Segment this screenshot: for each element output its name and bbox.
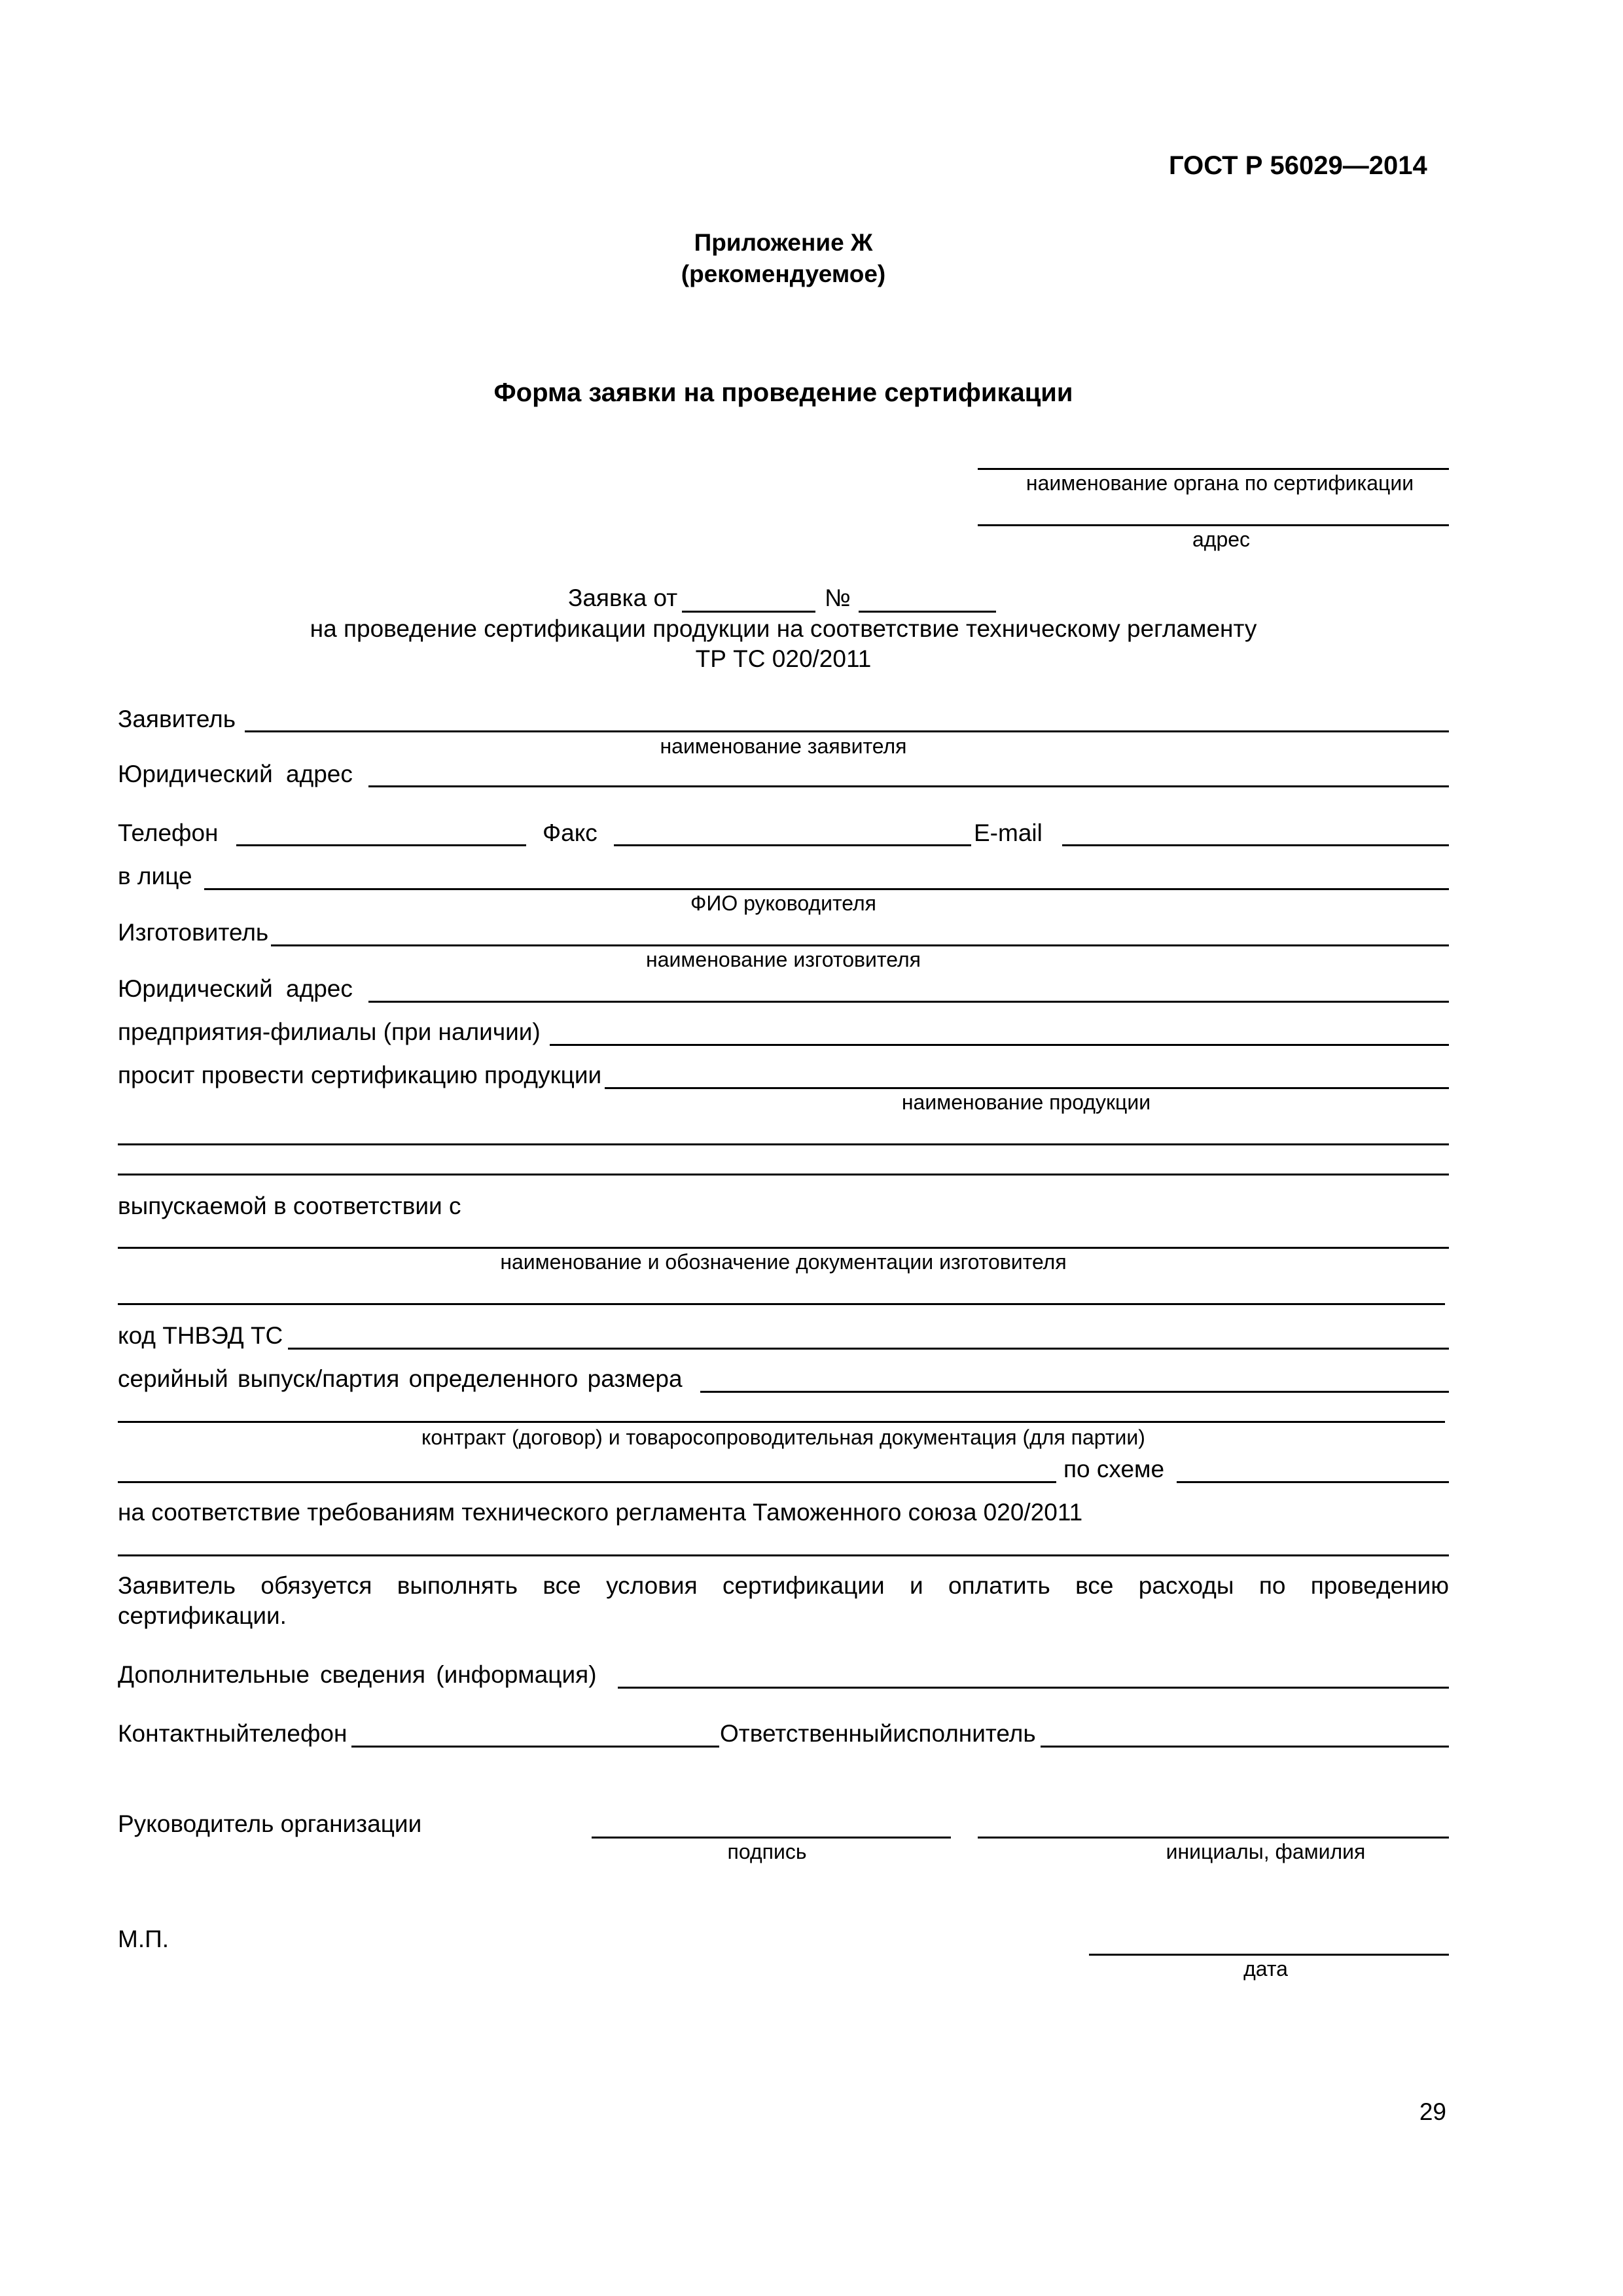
legal-address-label: Юридический адрес bbox=[118, 761, 353, 787]
obligation-line-1: Заявитель обязуется выполнять все условия сертификации и оплатить все расходы по проведению bbox=[118, 1572, 1449, 1599]
scheme-field[interactable] bbox=[1177, 1481, 1449, 1483]
branches-label: предприятия-филиалы (при наличии) bbox=[118, 1018, 541, 1045]
conformity-field[interactable] bbox=[118, 1554, 1449, 1556]
email-label: E-mail bbox=[974, 819, 1043, 846]
additional-info-label: Дополнительные сведения (информация) bbox=[118, 1661, 597, 1688]
request-label: просит провести сертификацию продукции bbox=[118, 1062, 602, 1088]
product-name-field[interactable] bbox=[605, 1087, 1449, 1089]
signature-field[interactable] bbox=[592, 1837, 951, 1839]
full-name-caption: инициалы, фамилия bbox=[1166, 1840, 1366, 1863]
applicant-label: Заявитель bbox=[118, 706, 236, 732]
date-field[interactable] bbox=[1089, 1954, 1449, 1956]
hs-code-field[interactable] bbox=[288, 1348, 1449, 1350]
standard-number: ГОСТ Р 56029—2014 bbox=[1169, 151, 1427, 180]
contract-field-2[interactable] bbox=[118, 1481, 1056, 1483]
fax-label: Факс bbox=[543, 819, 597, 846]
responsible-field[interactable] bbox=[1041, 1746, 1449, 1748]
seal-label: М.П. bbox=[118, 1926, 169, 1952]
documentation-field[interactable] bbox=[118, 1247, 1449, 1249]
additional-info-field[interactable] bbox=[618, 1687, 1449, 1689]
conformity-label: на соответствие требованиям технического регламента Таможенного союза 020/2011 bbox=[118, 1499, 1083, 1526]
page-number: 29 bbox=[1419, 2098, 1446, 2125]
email-field[interactable] bbox=[1062, 844, 1449, 846]
legal-address-field[interactable] bbox=[368, 785, 1449, 787]
responsible-label: Ответственныйисполнитель bbox=[720, 1720, 1036, 1747]
scheme-label: по схеме bbox=[1063, 1456, 1165, 1482]
product-caption: наименование продукции bbox=[901, 1090, 1151, 1114]
date-caption: дата bbox=[1243, 1957, 1288, 1981]
appendix-status: (рекомендуемое) bbox=[681, 260, 886, 287]
application-number-field[interactable] bbox=[859, 611, 996, 613]
manufacturer-label: Изготовитель bbox=[118, 919, 269, 946]
application-from-label: Заявка от bbox=[568, 584, 678, 611]
contract-caption: контракт (договор) и товаросопроводительная документация (для партии) bbox=[421, 1426, 1145, 1449]
cert-body-address-caption: адрес bbox=[1192, 528, 1251, 551]
product-name-field-3[interactable] bbox=[118, 1174, 1449, 1175]
application-purpose: на проведение сертификации продукции на соответствие техническому регламенту bbox=[310, 615, 1257, 642]
cert-body-name-field[interactable] bbox=[978, 468, 1449, 470]
application-date-field[interactable] bbox=[682, 611, 815, 613]
manufacturer-caption: наименование изготовителя bbox=[646, 948, 921, 971]
contact-phone-label: Контактныйтелефон bbox=[118, 1720, 348, 1747]
cert-body-address-field[interactable] bbox=[978, 524, 1449, 526]
form-title: Форма заявки на проведение сертификации bbox=[493, 378, 1073, 407]
manufacturer-legal-address-field[interactable] bbox=[368, 1001, 1449, 1003]
full-name-field[interactable] bbox=[978, 1837, 1449, 1839]
contract-field[interactable] bbox=[118, 1421, 1445, 1423]
manufacturer-legal-address-label: Юридический адрес bbox=[118, 975, 353, 1002]
serial-batch-label: серийный выпуск/партия определенного размера bbox=[118, 1365, 683, 1392]
branches-field[interactable] bbox=[550, 1044, 1449, 1046]
application-number-label: № bbox=[825, 584, 851, 611]
phone-field[interactable] bbox=[236, 844, 526, 846]
hs-code-label: код ТНВЭД ТС bbox=[118, 1322, 283, 1349]
obligation-line-2: сертификации. bbox=[118, 1602, 287, 1629]
application-regulation: ТР ТС 020/2011 bbox=[695, 645, 872, 672]
signature-caption: подпись bbox=[727, 1840, 807, 1863]
applicant-caption: наименование заявителя bbox=[660, 734, 907, 758]
head-label: Руководитель организации bbox=[118, 1810, 422, 1837]
phone-label: Телефон bbox=[118, 819, 219, 846]
product-name-field-2[interactable] bbox=[118, 1143, 1449, 1145]
documentation-field-2[interactable] bbox=[118, 1303, 1445, 1305]
represented-by-field[interactable] bbox=[204, 888, 1449, 890]
cert-body-name-caption: наименование органа по сертификации bbox=[1026, 471, 1414, 495]
fax-field[interactable] bbox=[614, 844, 971, 846]
issued-per-label: выпускаемой в соответствии с bbox=[118, 1193, 461, 1219]
serial-batch-field[interactable] bbox=[700, 1391, 1449, 1393]
manufacturer-field[interactable] bbox=[271, 944, 1449, 946]
represented-by-label: в лице bbox=[118, 863, 192, 889]
contact-phone-field[interactable] bbox=[351, 1746, 719, 1748]
appendix-title: Приложение Ж bbox=[694, 229, 873, 256]
documentation-caption: наименование и обозначение документации изготовителя bbox=[500, 1250, 1067, 1274]
director-caption: ФИО руководителя bbox=[690, 891, 877, 915]
applicant-field[interactable] bbox=[245, 730, 1449, 732]
